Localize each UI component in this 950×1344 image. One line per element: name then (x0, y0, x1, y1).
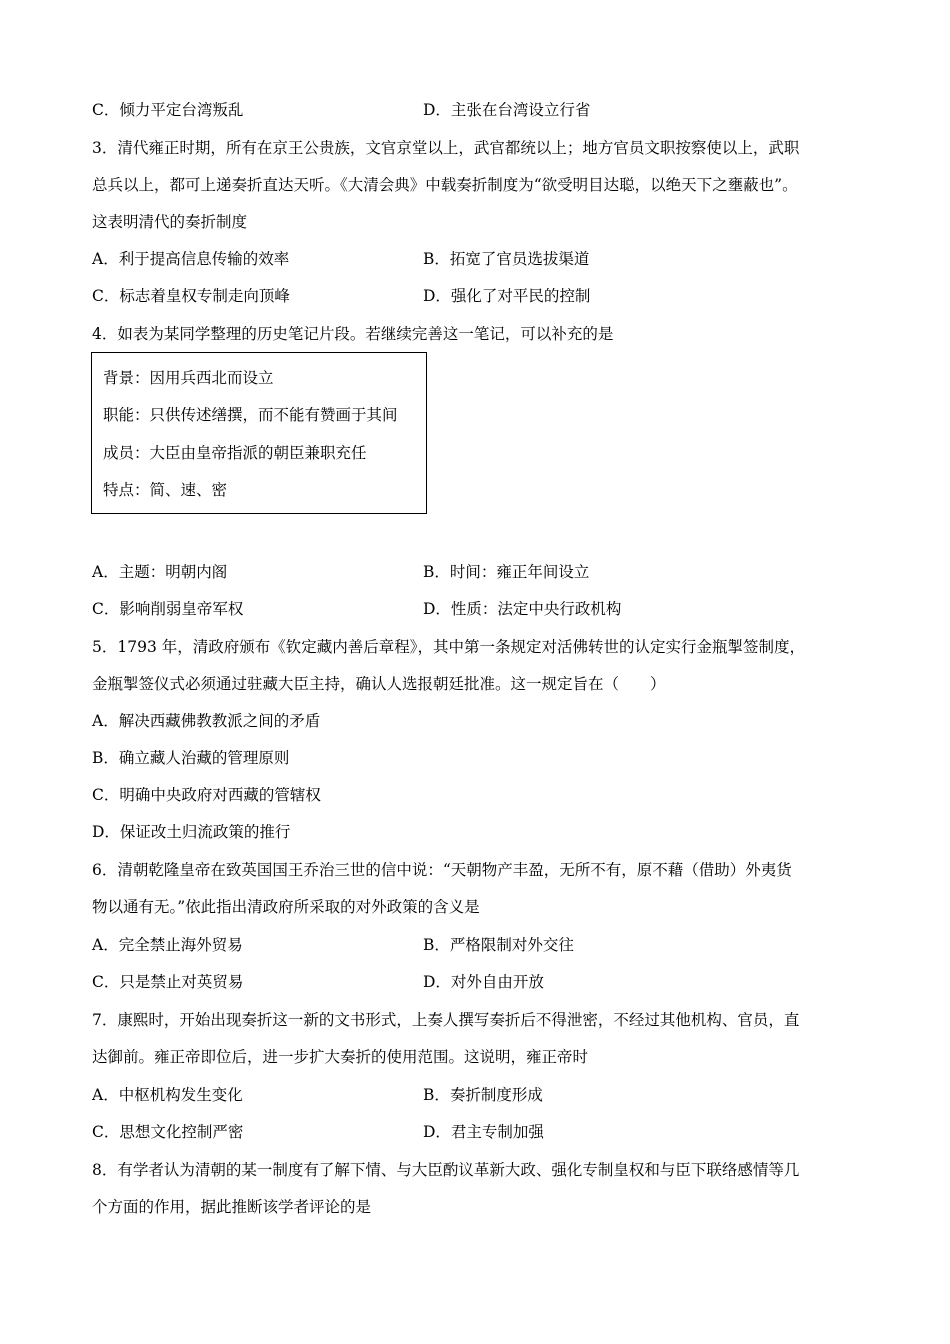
q6-option-b: B．严格限制对外交往 (423, 936, 574, 954)
q3-option-b: B．拓宽了官员选拔渠道 (423, 250, 590, 268)
q8-stem-line-1: 8．有学者认为清朝的某一制度有了解下情、与大臣酌议革新大政、强化专制皇权和与臣下联络感情等几 (92, 1161, 800, 1179)
q2-option-c: C．倾力平定台湾叛乱 (92, 101, 244, 119)
note-line-function: 职能：只供传述缮撰，而不能有赞画于其间 (103, 406, 398, 424)
note-line-background: 背景：因用兵西北而设立 (103, 369, 274, 387)
q4-stem: 4．如表为某同学整理的历史笔记片段。若继续完善这一笔记，可以补充的是 (92, 325, 614, 343)
q7-option-b: B．奏折制度形成 (423, 1086, 543, 1104)
q3-option-c: C．标志着皇权专制走向顶峰 (92, 287, 290, 305)
q3-option-d: D．强化了对平民的控制 (423, 287, 591, 305)
q5-option-b: B．确立藏人治藏的管理原则 (92, 749, 290, 767)
q5-option-a: A．解决西藏佛教教派之间的矛盾 (92, 712, 321, 730)
note-line-features: 特点：简、速、密 (103, 481, 228, 499)
q5-option-d: D．保证改土归流政策的推行 (92, 823, 291, 841)
q6-stem-line-1: 6．清朝乾隆皇帝在致英国国王乔治三世的信中说：“天朝物产丰盈，无所不有，原不藉（借助）外夷货 (92, 861, 792, 879)
q5-stem-line-2: 金瓶掣签仪式必须通过驻藏大臣主持，确认人选报朝廷批准。这一规定旨在（ ） (92, 675, 666, 693)
q4-option-a: A．主题：明朝内阁 (92, 563, 228, 581)
q3-option-a: A．利于提高信息传输的效率 (92, 250, 290, 268)
q7-option-d: D．君主专制加强 (423, 1123, 544, 1141)
q6-stem-line-2: 物以通有无。”依此指出清政府所采取的对外政策的含义是 (92, 898, 480, 916)
q8-stem-line-2: 个方面的作用，据此推断该学者评论的是 (92, 1198, 372, 1216)
q4-option-d: D．性质：法定中央行政机构 (423, 600, 622, 618)
q4-option-c: C．影响削弱皇帝军权 (92, 600, 244, 618)
q3-stem-line-3: 这表明清代的奏折制度 (92, 213, 248, 231)
q7-stem-line-1: 7．康熙时，开始出现奏折这一新的文书形式，上奏人撰写奏折后不得泄密，不经过其他机构、官员，直 (92, 1011, 800, 1029)
q4-note-box (91, 352, 427, 514)
q6-option-a: A．完全禁止海外贸易 (92, 936, 243, 954)
q5-option-c: C．明确中央政府对西藏的管辖权 (92, 786, 321, 804)
q7-stem-line-2: 达御前。雍正帝即位后，进一步扩大奏折的使用范围。这说明，雍正帝时 (92, 1048, 589, 1066)
q6-option-c: C．只是禁止对英贸易 (92, 973, 244, 991)
q4-option-b: B．时间：雍正年间设立 (423, 563, 590, 581)
q3-stem-line-1: 3．清代雍正时期，所有在京王公贵族，文官京堂以上，武官都统以上；地方官员文职按察使以上，武职 (92, 139, 800, 157)
q6-option-d: D．对外自由开放 (423, 973, 544, 991)
q7-option-c: C．思想文化控制严密 (92, 1123, 244, 1141)
q7-option-a: A．中枢机构发生变化 (92, 1086, 243, 1104)
q5-stem-line-1: 5．1793 年，清政府颁布《钦定藏内善后章程》，其中第一条规定对活佛转世的认定实行金瓶掣签制度， (92, 638, 805, 656)
note-line-members: 成员：大臣由皇帝指派的朝臣兼职充任 (103, 444, 367, 462)
q2-option-d: D．主张在台湾设立行省 (423, 101, 591, 119)
q3-stem-line-2: 总兵以上，都可上递奏折直达天听。《大清会典》中载奏折制度为“欲受明目达聪，以绝天下之壅蔽也”。 (92, 176, 798, 194)
